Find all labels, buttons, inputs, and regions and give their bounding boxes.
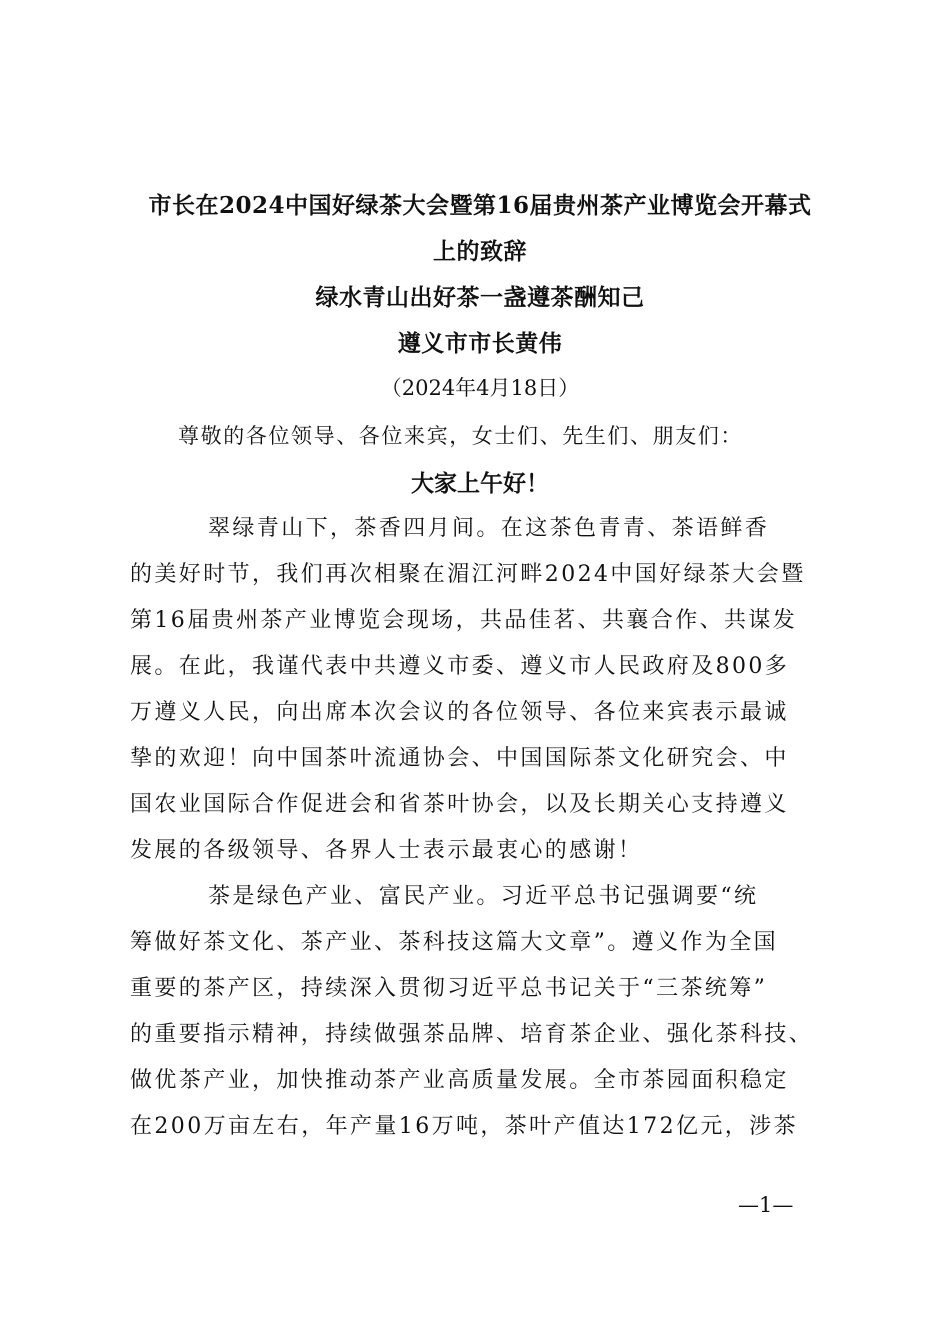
page-number: —1— [738, 1193, 794, 1217]
paragraph-1-line: 展。在此，我谨代表中共遵义市委、遵义市人民政府及800多 [130, 654, 790, 679]
paragraph-1-line: 翠绿青山下，茶香四月间。在这茶色青青、茶语鲜香 [208, 516, 770, 541]
greeting: 大家上午好！ [411, 470, 549, 497]
title-line-1: 市长在2024中国好绿茶大会暨第16届贵州茶产业博览会开幕式 [148, 192, 812, 219]
paragraph-2-line: 茶是绿色产业、富民产业。习近平总书记强调要“统 [208, 884, 759, 909]
paragraph-1-line: 万遵义人民，向出席本次会议的各位领导、各位来宾表示最诚 [130, 700, 789, 725]
speaker: 遵义市市长黄伟 [397, 330, 563, 357]
paragraph-1-line: 挚的欢迎！向中国茶叶流通协会、中国国际茶文化研究会、中 [130, 746, 789, 771]
paragraph-2-line: 在200万亩左右，年产量16万吨，茶叶产值达172亿元，涉茶 [130, 1114, 798, 1139]
paragraph-2-line: 筹做好茶文化、茶产业、茶科技这篇大文章”。遵义作为全国 [130, 930, 779, 955]
subtitle: 绿水青山出好茶一盏遵茶酬知己 [315, 284, 645, 311]
paragraph-2-line: 做优茶产业，加快推动茶产业高质量发展。全市茶园面积稳定 [130, 1068, 789, 1093]
paragraph-2-line: 的重要指示精神，持续做强茶品牌、培育茶企业、强化茶科技、 [130, 1022, 814, 1047]
paragraph-1-line: 第16届贵州茶产业博览会现场，共品佳茗、共襄合作、共谋发 [130, 608, 798, 633]
paragraph-2-line: 重要的茶产区，持续深入贯彻习近平总书记关于“三茶统筹” [130, 976, 768, 1001]
paragraph-1-line: 发展的各级领导、各界人士表示最衷心的感谢！ [130, 838, 643, 863]
paragraph-1-line: 国农业国际合作促进会和省茶叶协会，以及长期关心支持遵义 [130, 792, 789, 817]
title-line-2: 上的致辞 [433, 238, 527, 265]
salutation: 尊敬的各位领导、各位来宾，女士们、先生们、朋友们： [178, 424, 743, 448]
speech-date: （2024年4月18日） [380, 376, 580, 400]
paragraph-1-line: 的美好时节，我们再次相聚在湄江河畔2024中国好绿茶大会暨 [130, 562, 806, 587]
